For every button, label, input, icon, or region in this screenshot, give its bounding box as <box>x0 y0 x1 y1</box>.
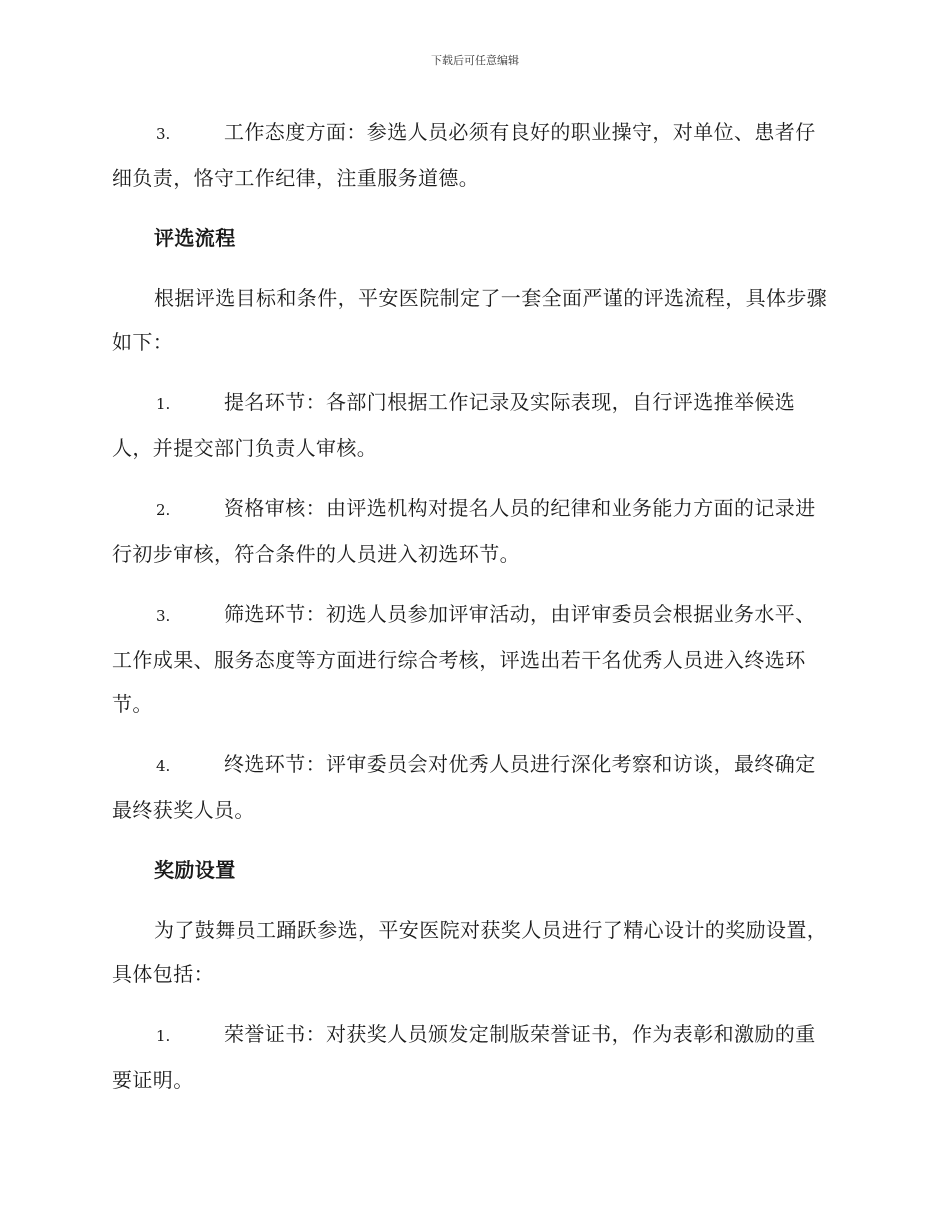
list-item-reward-1 <box>112 1012 834 1102</box>
list-number: 4. <box>156 757 171 775</box>
list-number: 1. <box>156 395 171 413</box>
list-number: 2. <box>156 501 171 519</box>
document-body <box>112 110 834 1102</box>
section-heading-rewards: 奖励设置 <box>154 858 236 882</box>
list-number: 3. <box>156 125 171 143</box>
list-item-work-attitude <box>112 110 834 200</box>
list-number: 1. <box>156 1027 171 1045</box>
list-item-text: 提名环节：各部门根据工作记录及实际表现，自行评选推举候选人，并提交部门负责人审核。 <box>112 390 796 460</box>
list-item-process-3 <box>112 592 834 726</box>
paragraph-process-intro: 根据评选目标和条件，平安医院制定了一套全面严谨的评选流程，具体步骤如下： <box>112 286 828 354</box>
list-item-process-1 <box>112 380 834 470</box>
list-item-text: 资格审核：由评选机构对提名人员的纪律和业务能力方面的记录进行初步审核，符合条件的人员进入初选环节。 <box>112 496 816 566</box>
list-item-text: 终选环节：评审委员会对优秀人员进行深化考察和访谈，最终确定最终获奖人员。 <box>112 752 816 822</box>
list-item-text: 工作态度方面：参选人员必须有良好的职业操守，对单位、患者仔细负责，恪守工作纪律，注重服务道德。 <box>112 120 816 190</box>
section-heading-process: 评选流程 <box>154 226 236 250</box>
page-header: 下载后可任意编辑 <box>431 54 519 67</box>
paragraph-rewards-intro: 为了鼓舞员工踊跃参选，平安医院对获奖人员进行了精心设计的奖励设置，具体包括： <box>112 918 828 986</box>
list-item-process-2 <box>112 486 834 576</box>
list-item-text: 荣誉证书：对获奖人员颁发定制版荣誉证书，作为表彰和激励的重要证明。 <box>112 1022 816 1092</box>
list-item-text: 筛选环节：初选人员参加评审活动，由评审委员会根据业务水平、工作成果、服务态度等方面进行综合考核，评选出若干名优秀人员进入终选环节。 <box>112 602 816 716</box>
list-number: 3. <box>156 607 171 625</box>
list-item-process-4 <box>112 742 834 832</box>
